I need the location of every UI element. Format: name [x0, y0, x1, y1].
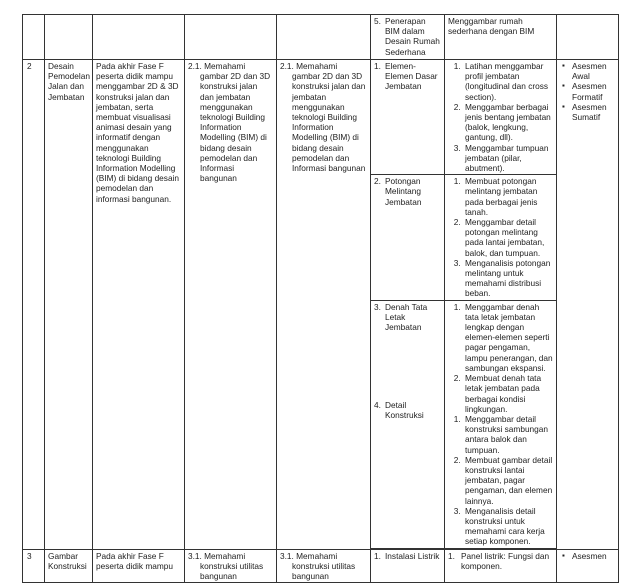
- sub-element-label: Potongan Melintang Jembatan: [385, 176, 422, 207]
- materi-cell: Menggambar rumah sederhana dengan BIM: [445, 15, 557, 60]
- list-item: Panel listrik: Fungsi dan komponen.: [461, 550, 550, 571]
- list-item: 1. Latihan menggambar profil jembatan (longitudinal dan cross section).: [463, 61, 553, 102]
- sub-element-label: Instalasi Listrik: [385, 550, 440, 561]
- list-number: 1.: [374, 61, 381, 71]
- tujuan-cell: 2.1. Memahami gambar 2D dan 3D konstruksi jalan dan jembatan menggunakan teknologi Building Information Modelling (BIM) di bidang desain pemodelan dan Informasi bangunan: [185, 60, 277, 550]
- row-number: 2: [23, 60, 45, 550]
- list-item: 1. Menggambar detail konstruksi sambungan antara balok dan tumpuan.: [463, 414, 553, 455]
- sub-element-cell: [371, 175, 445, 300]
- table-row: [23, 15, 619, 60]
- tujuan-cell-2: 3.1. Memahami konstruksi utilitas bangunan: [277, 549, 371, 583]
- list-number: 1.: [448, 550, 455, 561]
- sub-element-label: Detail Konstruksi: [385, 400, 424, 421]
- list-item: 2. Menggambar berbagai jenis bentang jembatan (balok, lengkung, gantung, dll).: [463, 102, 553, 143]
- list-item: 3. Menganalisis potongan melintang untuk memahami distribusi beban.: [463, 258, 553, 299]
- list-item: 3. Menggambar tumpuan jembatan (pilar, abutment).: [463, 143, 553, 174]
- sub-element-cell: [371, 300, 445, 548]
- list-item: 2. Membuat gambar detail konstruksi lantai jembatan, pagar pengaman, dan elemen lainnya.: [463, 455, 553, 506]
- row-number: 3: [23, 549, 45, 583]
- list-item: 2. Menggambar detail potongan melintang pada lantai jembatan, balok, dan tumpuan.: [463, 217, 553, 258]
- list-item: ▪ Asesmen Formatif: [572, 81, 615, 101]
- list-item: 2. Membuat denah tata letak jembatan pada berbagai kondisi lingkungan.: [463, 373, 553, 414]
- table-row: [23, 549, 619, 583]
- list-item: ▪ Asesmen Sumatif: [572, 102, 615, 122]
- tujuan-cell-2: 2.1. Memahami gambar 2D dan 3D konstruksi jalan dan jembatan menggunakan teknologi Building Information Modelling (BIM) di bidang desain pemodelan dan Informasi bangunan: [277, 60, 371, 550]
- list-number: 5.: [374, 16, 381, 26]
- materi-cell: [445, 60, 557, 175]
- tujuan-cell: 3.1. Memahami konstruksi utilitas bangunan: [185, 549, 277, 583]
- materi-cell: [445, 300, 557, 548]
- list-number: 3.: [374, 301, 381, 312]
- elemen-cell: Desain Pemodelan Jalan dan Jembatan: [45, 60, 93, 550]
- materi-cell: [445, 549, 557, 583]
- sub-element-label: Penerapan BIM dalam Desain Rumah Sederhana: [385, 16, 440, 57]
- table-row: [23, 60, 619, 175]
- sub-element-cell: [371, 549, 445, 583]
- materi-cell: [445, 175, 557, 300]
- list-item: ▪ Asesmen Awal: [572, 61, 615, 81]
- asesmen-cell: [557, 60, 619, 550]
- list-item: 1. Membuat potongan melintang jembatan pada berbagai jenis tanah.: [463, 176, 553, 217]
- list-item: ▪ Asesmen: [572, 551, 615, 561]
- capaian-cell: Pada akhir Fase F peserta didik mampu: [93, 549, 185, 583]
- capaian-cell: Pada akhir Fase F peserta didik mampu menggambar 2D & 3D konstruksi jalan dan jembatan, serta membuat visualisasi animasi desain yang informatif dengan menggunakan teknologi Building Information Modelling (BIM) di bidang desain pemodelan dan informasi bangunan.: [93, 60, 185, 550]
- list-item: 3. Menganalisis detail konstruksi untuk memahami cara kerja setiap komponen.: [463, 506, 553, 547]
- asesmen-cell: [557, 549, 619, 583]
- sub-element-cell: [371, 15, 445, 60]
- list-number: 4.: [374, 400, 381, 411]
- curriculum-table: [22, 14, 619, 583]
- list-item: 1. Menggambar denah tata letak jembatan lengkap dengan elemen-elemen seperti pagar pengaman, lampu penerangan, dan sambungan ekspansi.: [463, 302, 553, 373]
- sub-element-cell: [371, 60, 445, 175]
- list-number: 1.: [374, 550, 381, 561]
- sub-element-label: Denah Tata Letak Jembatan: [385, 301, 428, 333]
- elemen-cell: Gambar Konstruksi: [45, 549, 93, 583]
- list-number: 2.: [374, 176, 381, 187]
- sub-element-label: Elemen-Elemen Dasar Jembatan: [385, 61, 438, 92]
